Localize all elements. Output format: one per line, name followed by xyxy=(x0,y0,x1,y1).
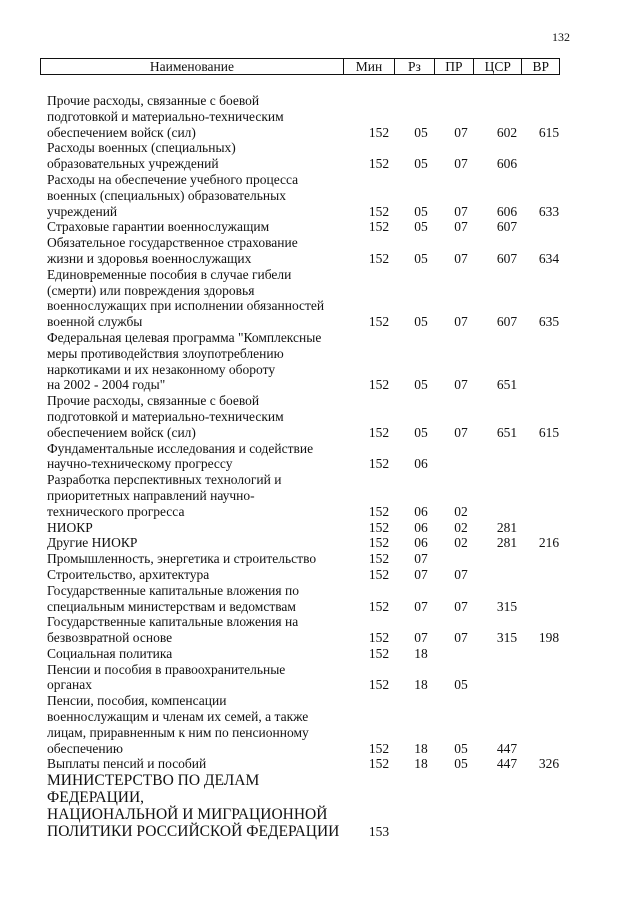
row-name: Государственные капитальные вложения по специальным министерствам и ведомствам xyxy=(47,582,299,614)
row-rz-code: 07 xyxy=(414,551,428,567)
row-csr-code: 315 xyxy=(496,598,518,614)
row-name: Разработка перспективных технологий и приоритетных направлений научно- технического прогресса xyxy=(47,472,282,519)
row-pr-code: 02 xyxy=(454,535,468,551)
row-csr-code: 606 xyxy=(496,203,518,219)
row-pr-code: 07 xyxy=(454,314,468,330)
row-min-code: 152 xyxy=(368,250,390,266)
row-pr-code: 05 xyxy=(454,677,468,693)
row-name: Строительство, архитектура xyxy=(47,566,210,582)
row-min-code: 152 xyxy=(368,566,390,582)
table-row xyxy=(47,219,607,235)
row-csr-code: 281 xyxy=(496,535,518,551)
row-csr-code: 607 xyxy=(496,219,518,235)
row-pr-code: 07 xyxy=(454,566,468,582)
table-row xyxy=(47,520,607,536)
row-min-code: 152 xyxy=(368,124,390,140)
table-row xyxy=(47,441,607,473)
row-csr-code: 447 xyxy=(496,756,518,772)
row-name: Расходы на обеспечение учебного процесса военных (специальных) образовательных учреждений xyxy=(47,171,299,219)
row-csr-code: 315 xyxy=(496,630,518,646)
row-rz-code: 07 xyxy=(414,630,428,646)
header-pr: ПР xyxy=(435,59,474,74)
row-rz-code: 06 xyxy=(414,535,428,551)
row-name: Обязательное государственное страхование жизни и здоровья военнослужащих xyxy=(47,235,298,266)
table-row xyxy=(47,235,607,267)
row-min-code: 152 xyxy=(368,677,390,693)
row-rz-code: 18 xyxy=(414,677,428,693)
row-pr-code: 07 xyxy=(454,424,468,440)
table-row xyxy=(47,535,607,551)
row-name: Федеральная целевая программа "Комплексные меры противодействия злоупотреблению наркотиками и их незаконному обороту на 2002 - 2004 годы" xyxy=(47,329,322,393)
row-rz-code: 05 xyxy=(414,250,428,266)
row-min-code: 152 xyxy=(368,551,390,567)
row-name: Единовременные пособия в случае гибели (смерти) или повреждения здоровья военнослужащих при исполнении обязанностей военной службы xyxy=(47,266,325,330)
row-rz-code: 05 xyxy=(414,156,428,172)
row-min-code: 152 xyxy=(368,503,390,519)
row-min-code: 152 xyxy=(368,314,390,330)
row-vr-code: 615 xyxy=(538,424,560,440)
row-rz-code: 18 xyxy=(414,645,428,661)
row-rz-code: 05 xyxy=(414,424,428,440)
row-min-code: 152 xyxy=(368,756,390,772)
table-row xyxy=(47,693,607,756)
row-vr-code: 326 xyxy=(538,756,560,772)
header-name: Наименование xyxy=(41,59,344,74)
table-row xyxy=(47,172,607,219)
row-name: Выплаты пенсий и пособий xyxy=(47,756,207,772)
row-pr-code: 05 xyxy=(454,756,468,772)
table-row xyxy=(47,267,607,330)
row-min-code: 152 xyxy=(368,156,390,172)
row-min-code: 152 xyxy=(368,377,390,393)
row-rz-code: 07 xyxy=(414,566,428,582)
section-heading-row xyxy=(47,772,607,840)
row-csr-code: 281 xyxy=(496,519,518,535)
row-vr-code: 198 xyxy=(538,630,560,646)
page-number: 132 xyxy=(552,30,570,44)
row-pr-code: 02 xyxy=(454,519,468,535)
row-name: Промышленность, энергетика и строительство xyxy=(47,551,317,567)
row-name: Страховые гарантии военнослужащим xyxy=(47,219,270,235)
row-name: Прочие расходы, связанные с боевой подготовкой и материально-техническим обеспечением войск (сил) xyxy=(47,93,284,140)
row-rz-code: 05 xyxy=(414,203,428,219)
row-rz-code: 06 xyxy=(414,519,428,535)
row-pr-code: 07 xyxy=(454,250,468,266)
row-min-code: 152 xyxy=(368,645,390,661)
row-pr-code: 07 xyxy=(454,630,468,646)
row-csr-code: 607 xyxy=(496,250,518,266)
row-min-code: 152 xyxy=(368,519,390,535)
row-rz-code: 05 xyxy=(414,314,428,330)
row-rz-code: 05 xyxy=(414,377,428,393)
row-pr-code: 07 xyxy=(454,219,468,235)
budget-table-body xyxy=(47,93,607,840)
row-rz-code: 18 xyxy=(414,756,428,772)
row-min-code: 152 xyxy=(368,424,390,440)
row-name: Прочие расходы, связанные с боевой подготовкой и материально-техническим обеспечением войск (сил) xyxy=(47,393,284,440)
row-vr-code: 634 xyxy=(538,250,560,266)
row-name: Пенсии и пособия в правоохранительные органах xyxy=(47,661,286,693)
row-name: Социальная политика xyxy=(47,645,173,661)
row-min-code: 152 xyxy=(368,203,390,219)
row-pr-code: 07 xyxy=(454,203,468,219)
row-pr-code: 07 xyxy=(454,598,468,614)
table-row xyxy=(47,472,607,519)
row-name: НИОКР xyxy=(47,519,93,535)
row-rz-code: 05 xyxy=(414,219,428,235)
row-name: Фундаментальные исследования и содействие научно-техническому прогрессу xyxy=(47,440,314,472)
row-csr-code: 607 xyxy=(496,314,518,330)
row-vr-code: 615 xyxy=(538,124,560,140)
row-vr-code: 635 xyxy=(538,314,560,330)
row-min-code: 152 xyxy=(368,598,390,614)
row-rz-code: 06 xyxy=(414,503,428,519)
row-min-code: 152 xyxy=(368,740,390,756)
table-row xyxy=(47,140,607,172)
row-csr-code: 651 xyxy=(496,377,518,393)
header-vr: ВР xyxy=(532,59,549,74)
row-min-code: 152 xyxy=(368,456,390,472)
row-rz-code: 06 xyxy=(414,456,428,472)
table-row xyxy=(47,567,607,583)
table-row xyxy=(47,646,607,662)
row-pr-code: 05 xyxy=(454,740,468,756)
row-min-code: 152 xyxy=(368,535,390,551)
row-pr-code: 07 xyxy=(454,377,468,393)
table-row xyxy=(47,583,607,615)
row-name: Пенсии, пособия, компенсации военнослужащим и членам их семей, а также лицам, приравненным к ним по пенсионному обеспечению xyxy=(47,693,309,756)
row-name: Другие НИОКР xyxy=(47,535,138,551)
table-row xyxy=(47,756,607,772)
row-pr-code: 07 xyxy=(454,124,468,140)
table-row xyxy=(47,93,607,140)
row-pr-code: 02 xyxy=(454,503,468,519)
header-rz: Рз xyxy=(395,59,434,74)
row-name: Государственные капитальные вложения на безвозвратной основе xyxy=(47,614,299,646)
table-row xyxy=(47,551,607,567)
row-name: Расходы военных (специальных) образовательных учреждений xyxy=(47,140,236,172)
table-row xyxy=(47,614,607,646)
row-vr-code: 216 xyxy=(538,535,560,551)
row-rz-code: 05 xyxy=(414,124,428,140)
row-csr-code: 447 xyxy=(496,740,518,756)
table-header xyxy=(40,58,560,75)
row-rz-code: 18 xyxy=(414,740,428,756)
header-min: Мин xyxy=(344,59,395,74)
row-csr-code: 606 xyxy=(496,156,518,172)
row-pr-code: 07 xyxy=(454,156,468,172)
row-min-code: 152 xyxy=(368,630,390,646)
row-name: МИНИСТЕРСТВО ПО ДЕЛАМ ФЕДЕРАЦИИ, НАЦИОНАЛЬНОЙ И МИГРАЦИОННОЙ ПОЛИТИКИ РОССИЙСКОЙ ФЕДЕРАЦИИ xyxy=(47,772,340,841)
row-vr-code: 633 xyxy=(538,203,560,219)
row-min-code: 152 xyxy=(368,219,390,235)
table-row xyxy=(47,330,607,393)
row-csr-code: 602 xyxy=(496,124,518,140)
table-row xyxy=(47,662,607,694)
row-csr-code: 651 xyxy=(496,424,518,440)
row-rz-code: 07 xyxy=(414,598,428,614)
table-row xyxy=(47,393,607,440)
header-csr: ЦСР xyxy=(474,59,522,74)
row-min-code: 153 xyxy=(368,824,390,840)
